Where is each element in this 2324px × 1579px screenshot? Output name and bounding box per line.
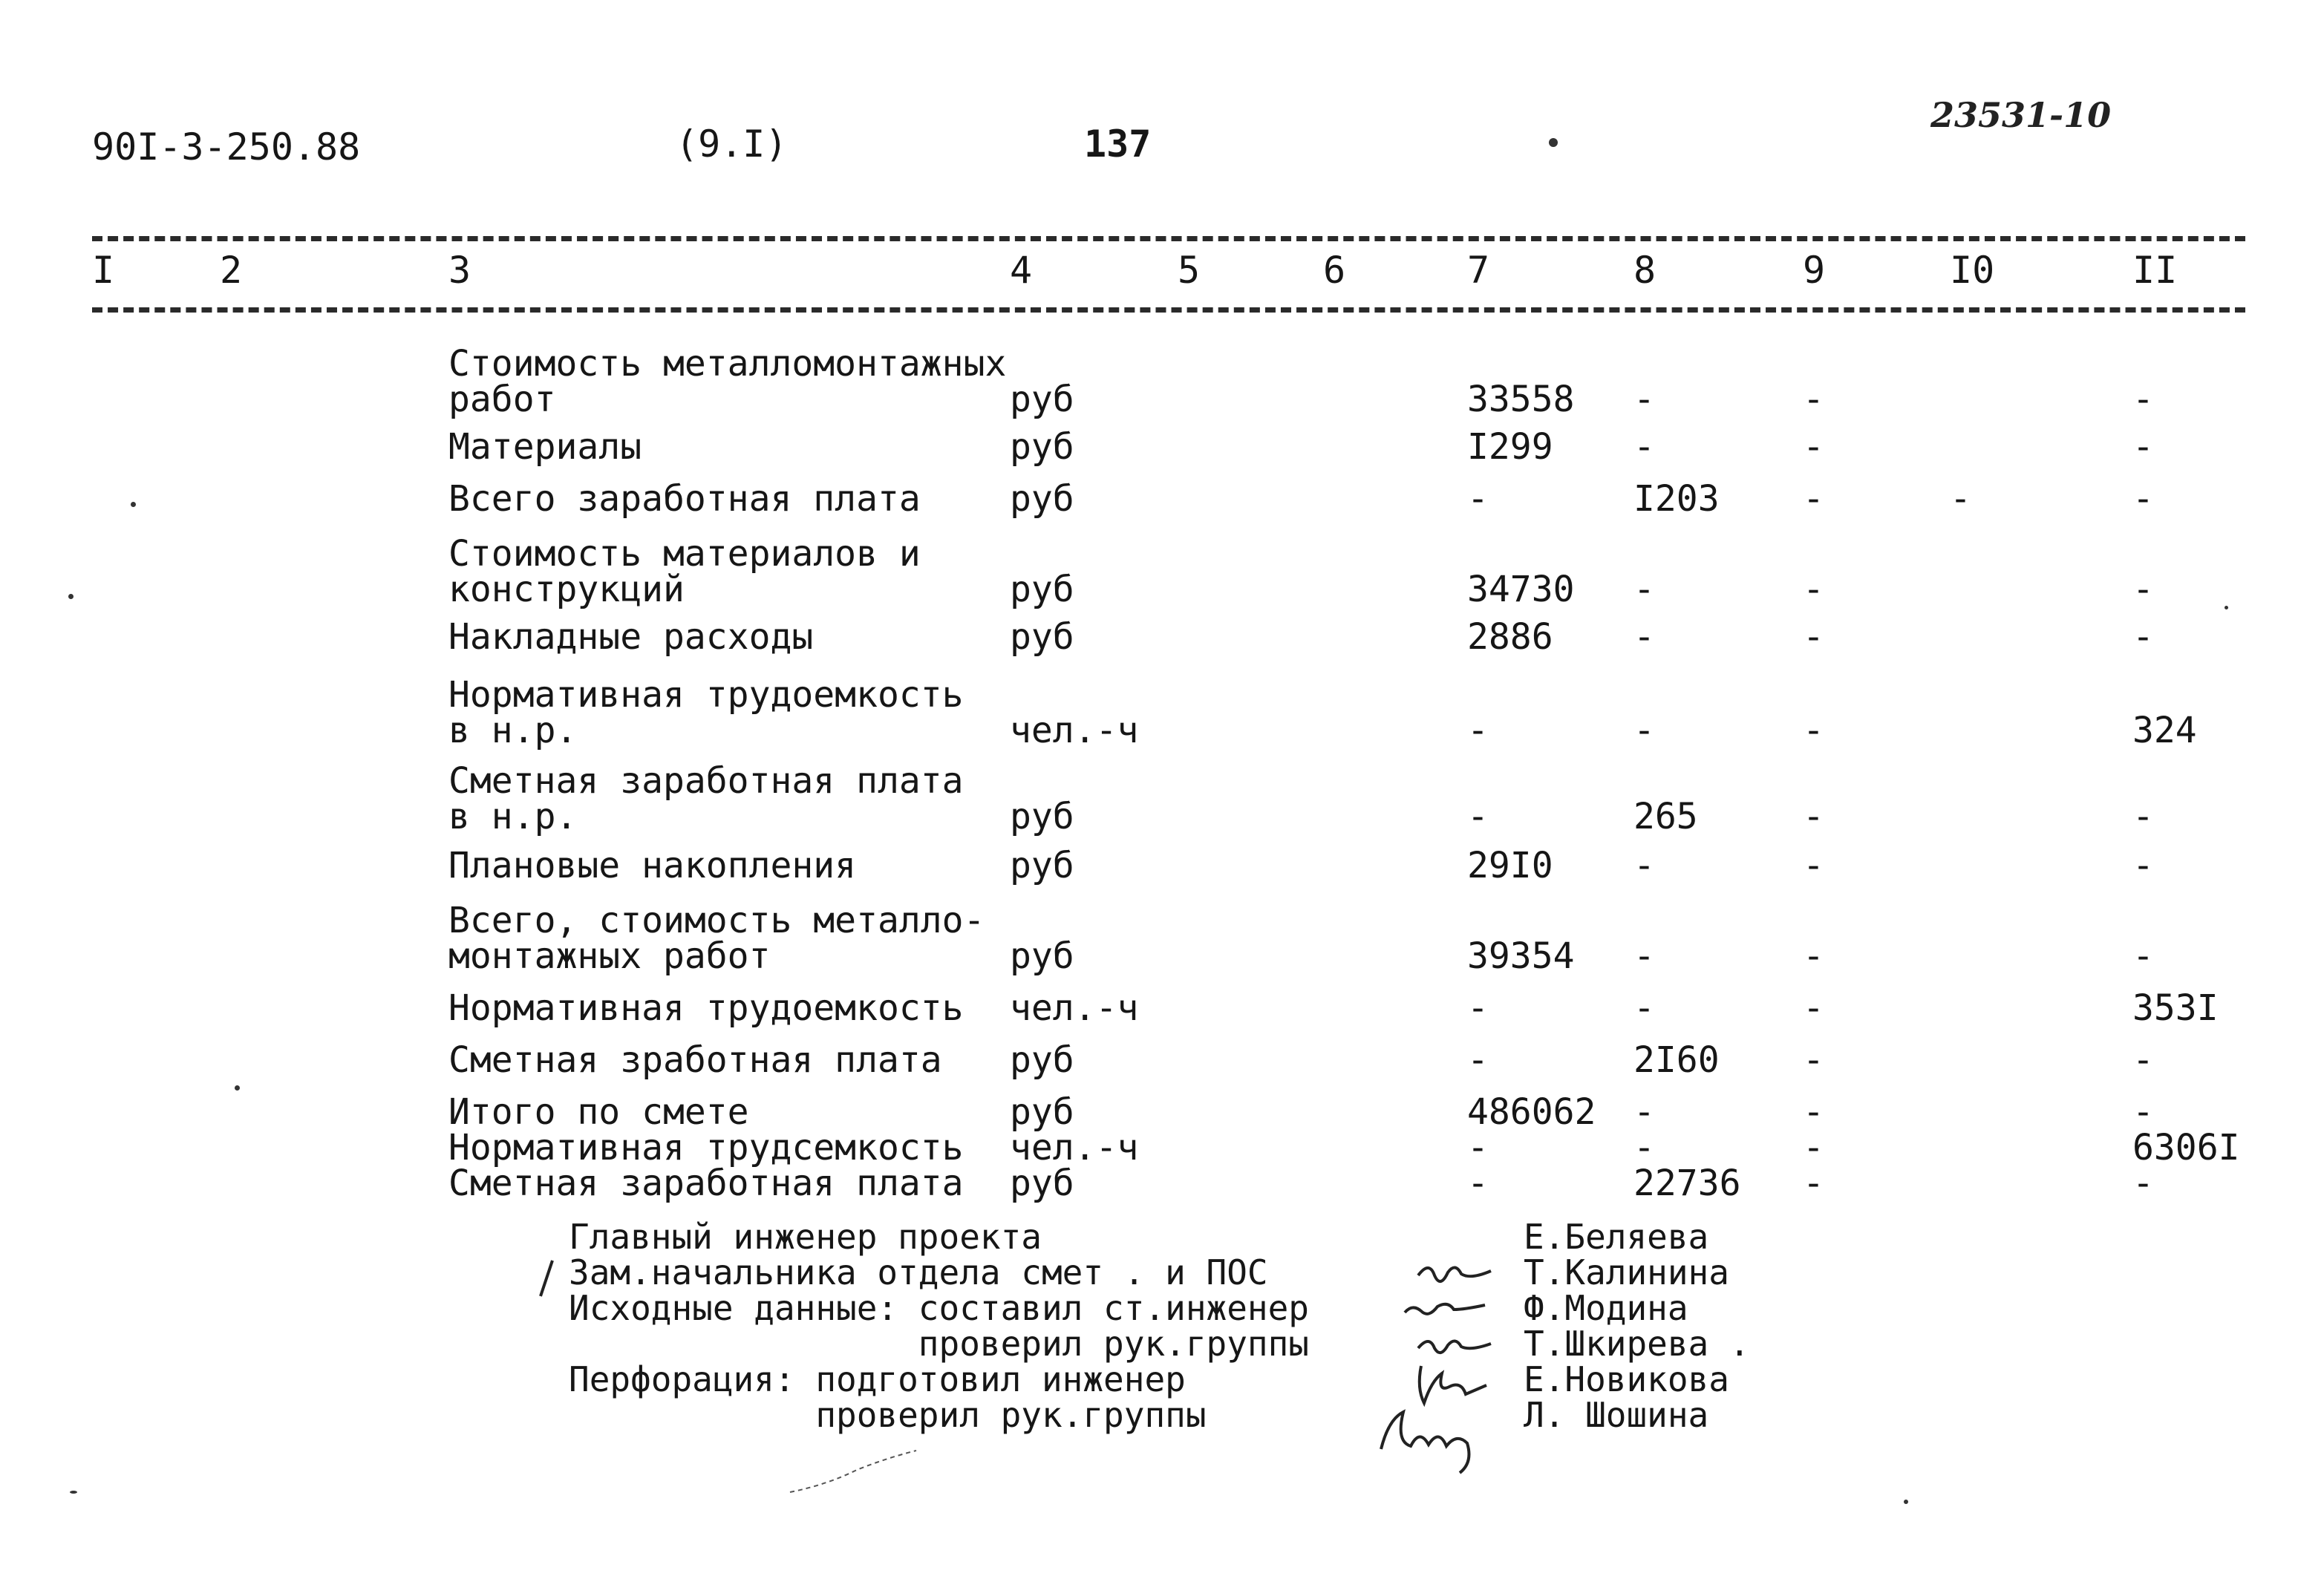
row-label: Стоимость металломонтажных [448,343,1007,385]
column-header-2: 2 [220,249,243,292]
row-label: Всего заработная плата [448,478,921,520]
cell-c8: - [1633,710,1655,751]
row-label: в н.р. [448,796,578,837]
header-rule-top [92,236,2245,241]
cell-c9: - [1803,987,1824,1029]
cell-c9: - [1803,1163,1824,1204]
row-label: Нормативная трудоемкость [448,674,964,716]
cell-c9: - [1803,1091,1824,1133]
handwritten-signatures [1411,1255,1559,1477]
cell-c8: 2I60 [1633,1039,1720,1081]
signature-role: проверил рук.группы [569,1324,1309,1364]
margin-mark [533,1258,563,1302]
row-unit: руб [1010,935,1074,977]
cell-c11: - [2132,616,2154,658]
cell-c7: - [1467,710,1489,751]
cell-c8: - [1633,935,1655,977]
signature-role: Главный инженер проекта [569,1217,1042,1257]
row-label: Материалы [448,426,642,468]
row-unit: чел.-ч [1010,710,1139,751]
row-label: Сметная заработная плата [448,760,964,802]
archive-number: 23531-10 [1930,95,2112,135]
column-header-7: 7 [1467,249,1490,292]
row-label: Плановые накопления [448,845,857,886]
row-label: Итого по смете [448,1091,749,1133]
row-unit: руб [1010,426,1074,468]
row-label: работ [448,379,556,420]
row-label: монтажных работ [448,935,771,977]
row-unit: руб [1010,1039,1074,1081]
column-header-4: 4 [1010,249,1033,292]
column-header-1: I [92,249,115,292]
signatory-name: Т.Шкирева . [1524,1324,1750,1364]
cell-c11: - [2132,796,2154,837]
cell-c11: - [2132,426,2154,468]
cell-c8: - [1633,845,1655,886]
signatory-name: Е.Новикова [1524,1359,1729,1399]
cell-c9: - [1803,478,1824,520]
scan-speck [235,1085,240,1091]
page-number: 137 [1084,122,1152,166]
row-label: в н.р. [448,710,578,751]
signatory-name: Е.Беляева [1524,1217,1709,1257]
row-label: Сметная зработная плата [448,1039,942,1081]
row-label: Накладные расходы [448,616,814,658]
cell-c8: - [1633,569,1655,610]
cell-c11: - [2132,569,2154,610]
signatory-name: Т.Калинина [1524,1252,1729,1292]
cell-c9: - [1803,616,1824,658]
column-header-9: 9 [1803,249,1826,292]
cell-c9: - [1803,379,1824,420]
cell-c11: 324 [2132,710,2197,751]
row-unit: чел.-ч [1010,987,1139,1029]
cell-c7: - [1467,478,1489,520]
row-unit: руб [1010,1163,1074,1204]
cell-c7: 486062 [1467,1091,1596,1133]
row-label: Нормативная трудоемкость [448,987,964,1029]
cell-c8: - [1633,1127,1655,1168]
stray-pen-mark [787,1448,921,1500]
cell-c7: - [1467,1127,1489,1168]
cell-c11: - [2132,379,2154,420]
cell-c11: - [2132,1091,2154,1133]
cell-c8: - [1633,379,1655,420]
signature-role: Перфорация: подготовил инженер [569,1359,1186,1399]
row-unit: руб [1010,379,1074,420]
document-code: 90I-3-250.88 [92,125,361,169]
row-unit: руб [1010,569,1074,610]
cell-c7: 29I0 [1467,845,1553,886]
cell-c7: - [1467,796,1489,837]
cell-c7: 33558 [1467,379,1575,420]
row-label: конструкций [448,569,685,610]
scan-speck [70,1491,77,1494]
cell-c7: 39354 [1467,935,1575,977]
header-rule-bottom [92,307,2245,313]
cell-c10: - [1950,478,1971,520]
cell-c8: 22736 [1633,1163,1741,1204]
cell-c11: 6306I [2132,1127,2240,1168]
cell-c9: - [1803,710,1824,751]
cell-c9: - [1803,426,1824,468]
cell-c8: - [1633,616,1655,658]
cell-c11: - [2132,935,2154,977]
cell-c11: - [2132,1039,2154,1081]
row-label: Сметная заработная плата [448,1163,964,1204]
column-header-6: 6 [1323,249,1346,292]
cell-c11: - [2132,845,2154,886]
signature-role: проверил рук.группы [569,1395,1207,1435]
scan-speck [68,594,74,599]
cell-c7: 2886 [1467,616,1553,658]
row-unit: руб [1010,1091,1074,1133]
cell-c7: - [1467,1039,1489,1081]
row-unit: руб [1010,796,1074,837]
cell-c9: - [1803,935,1824,977]
row-unit: руб [1010,616,1074,658]
column-header-11: II [2132,249,2178,292]
row-unit: руб [1010,845,1074,886]
row-label: Нормативная трудсемкость [448,1127,964,1168]
row-unit: чел.-ч [1010,1127,1139,1168]
column-header-3: 3 [448,249,471,292]
cell-c8: - [1633,987,1655,1029]
signatory-name: Л. Шошина [1524,1395,1709,1435]
signature-role: Исходные данные: составил ст.инженер [569,1288,1309,1328]
signature-role: Зам.начальника отдела смет . и ПОС [569,1252,1268,1292]
column-header-5: 5 [1178,249,1201,292]
cell-c9: - [1803,845,1824,886]
row-label: Всего, стоимость металло- [448,900,985,941]
cell-c11: - [2132,478,2154,520]
scan-speck [131,502,136,507]
cell-c9: - [1803,1039,1824,1081]
row-unit: руб [1010,478,1074,520]
cell-c7: 34730 [1467,569,1575,610]
scan-speck [1904,1500,1908,1504]
row-label: Стоимость материалов и [448,533,921,575]
column-header-10: I0 [1950,249,1995,292]
cell-c8: - [1633,426,1655,468]
cell-c9: - [1803,796,1824,837]
column-header-8: 8 [1633,249,1656,292]
signatory-name: Ф.Модина [1524,1288,1688,1328]
cell-c7: - [1467,987,1489,1029]
scan-speck [2225,606,2228,609]
cell-c9: - [1803,569,1824,610]
cell-c8: 265 [1633,796,1698,837]
cell-c7: I299 [1467,426,1553,468]
scan-speck [1549,138,1558,147]
cell-c11: 353I [2132,987,2219,1029]
cell-c9: - [1803,1127,1824,1168]
cell-c11: - [2132,1163,2154,1204]
cell-c8: I203 [1633,478,1720,520]
cell-c8: - [1633,1091,1655,1133]
cell-c7: - [1467,1163,1489,1204]
section-number: (9.I) [676,122,788,166]
